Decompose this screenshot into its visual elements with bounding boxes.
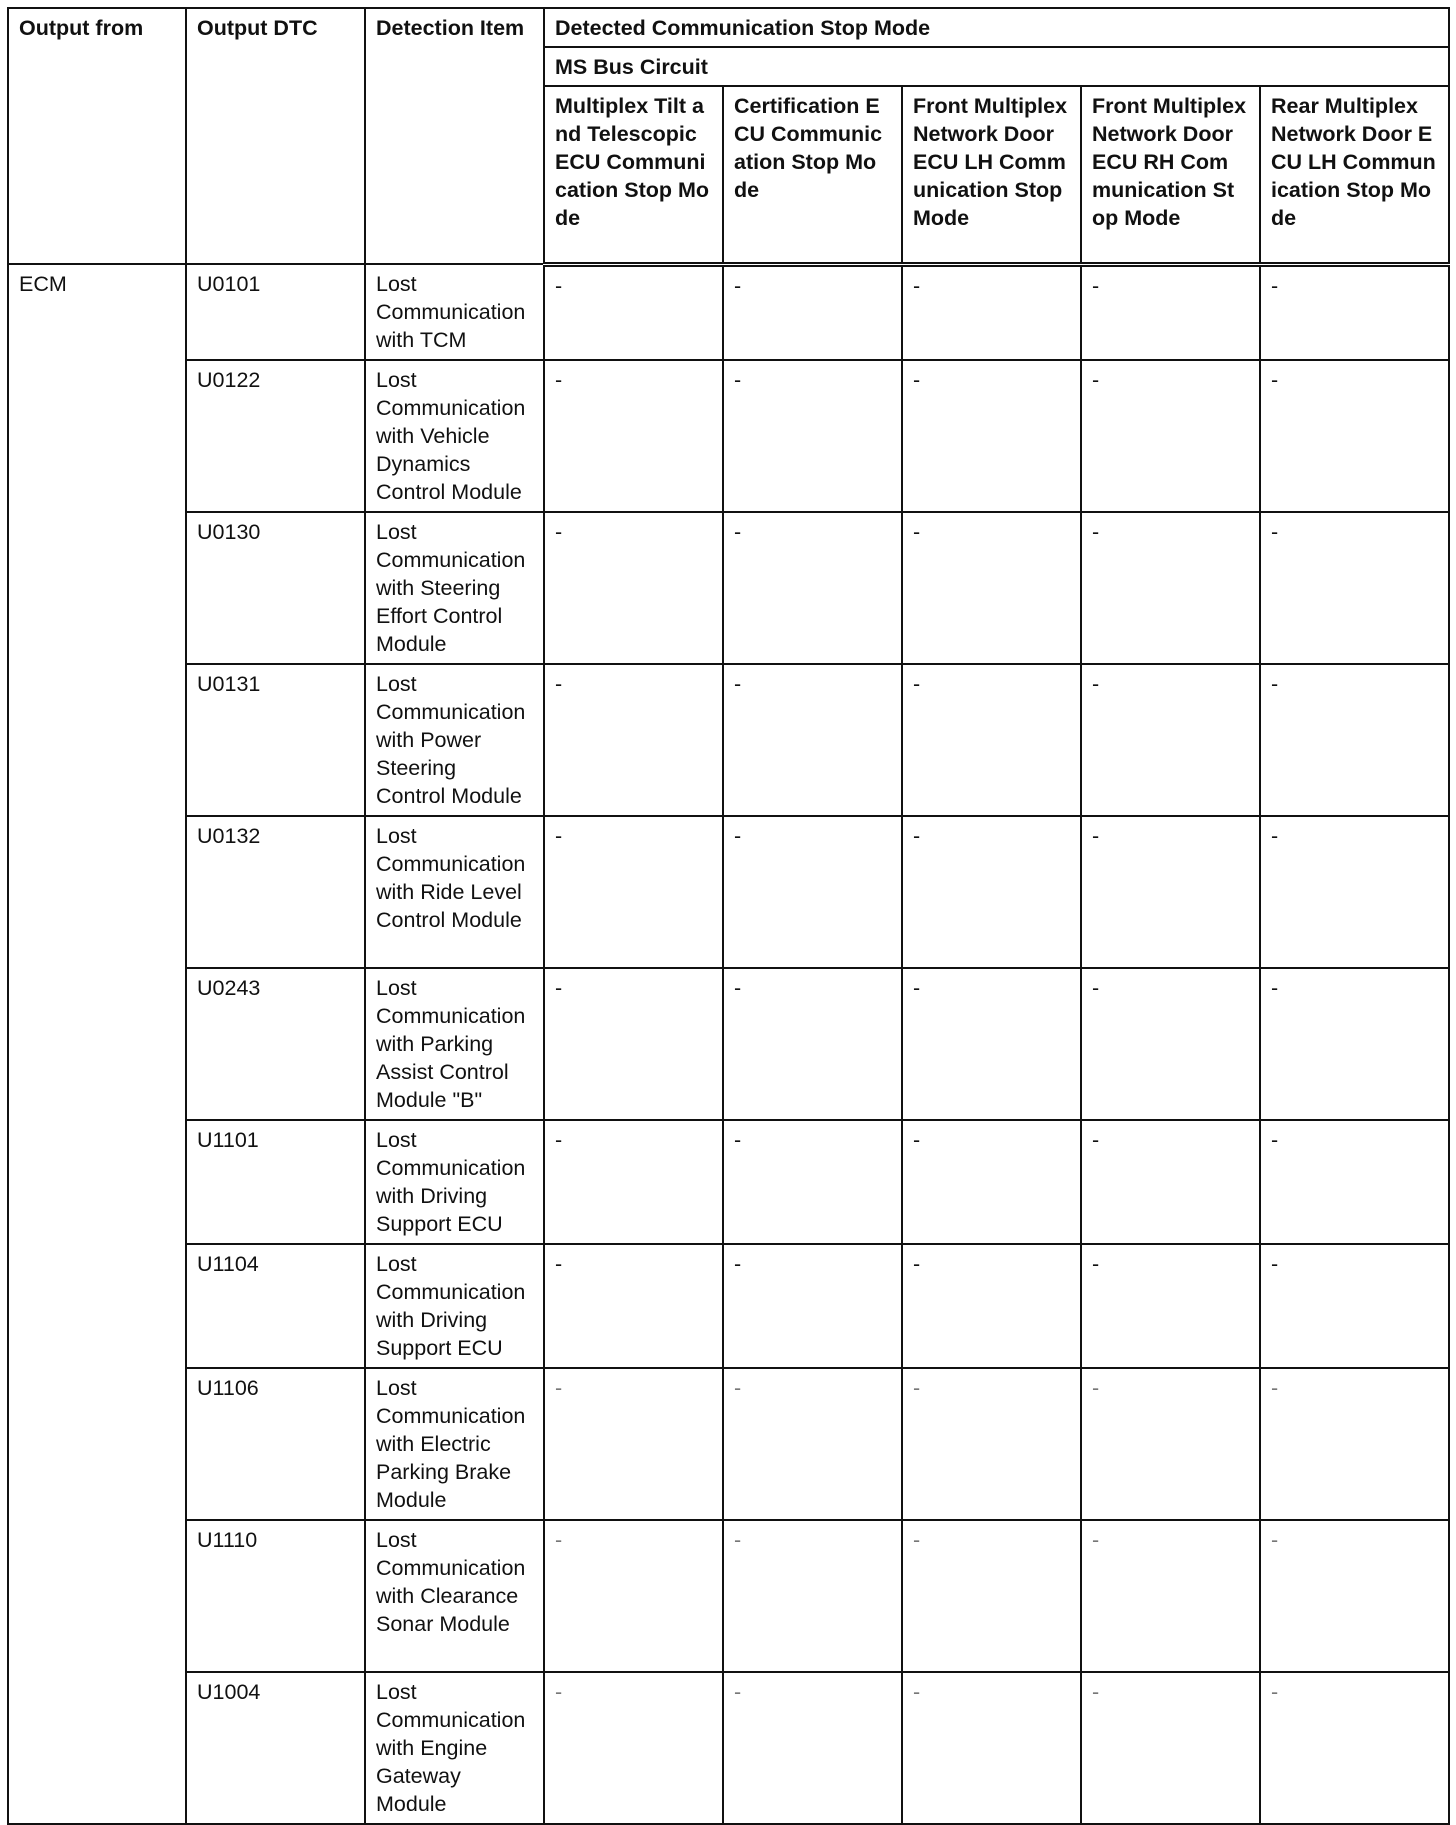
mode-value-cell: - — [902, 816, 1081, 968]
mode-value-cell: - — [723, 264, 902, 360]
header-output-dtc: Output DTC — [186, 8, 365, 264]
dtc-cell: U0122 — [186, 360, 365, 512]
mode-value-cell: - — [1081, 1244, 1260, 1368]
dtc-cell: U0131 — [186, 664, 365, 816]
dtc-cell: U1104 — [186, 1244, 365, 1368]
dtc-cell: U0130 — [186, 512, 365, 664]
mode-value-cell: - — [723, 968, 902, 1120]
detection-item-cell: Lost Communication with Steering Effort Control Module — [365, 512, 544, 664]
table-row — [8, 512, 1449, 664]
table-row — [8, 264, 1449, 360]
mode-value-cell: - — [902, 1672, 1081, 1824]
dtc-table — [7, 7, 1450, 1825]
mode-value-cell: - — [902, 360, 1081, 512]
mode-value-cell: - — [1081, 664, 1260, 816]
mode-value-cell: - — [1260, 1244, 1449, 1368]
dtc-cell: U0132 — [186, 816, 365, 968]
mode-value-cell: - — [544, 360, 723, 512]
mode-value-cell: - — [1260, 968, 1449, 1120]
header-detected-mode: Detected Communication Stop Mode — [544, 8, 1449, 47]
table-row — [8, 1520, 1449, 1672]
table-row — [8, 1368, 1449, 1520]
mode-value-cell: - — [1260, 360, 1449, 512]
detection-item-cell: Lost Communication with Driving Support ECU — [365, 1120, 544, 1244]
mode-value-cell: - — [544, 1244, 723, 1368]
dtc-cell: U0243 — [186, 968, 365, 1120]
detection-item-cell: Lost Communication with Parking Assist Control Module "B" — [365, 968, 544, 1120]
mode-value-cell: - — [723, 1672, 902, 1824]
dtc-cell: U1101 — [186, 1120, 365, 1244]
mode-value-cell: - — [723, 1244, 902, 1368]
mode-value-cell: - — [1260, 1120, 1449, 1244]
mode-value-cell: - — [1081, 512, 1260, 664]
mode-value-cell: - — [902, 664, 1081, 816]
detection-item-cell: Lost Communication with TCM — [365, 264, 544, 360]
table-row — [8, 664, 1449, 816]
table-row — [8, 1120, 1449, 1244]
mode-value-cell: - — [544, 968, 723, 1120]
mode-value-cell: - — [902, 512, 1081, 664]
table-row — [8, 1244, 1449, 1368]
mode-value-cell: - — [902, 968, 1081, 1120]
mode-value-cell: - — [902, 1520, 1081, 1672]
header-mode-3: Front Multiplex Network Door ECU LH Communication Stop Mode — [902, 86, 1081, 264]
table-row — [8, 968, 1449, 1120]
mode-value-cell: - — [1260, 264, 1449, 360]
mode-value-cell: - — [1260, 1672, 1449, 1824]
output-from-cell: ECM — [8, 264, 186, 1824]
header-detection-item: Detection Item — [365, 8, 544, 264]
mode-value-cell: - — [723, 664, 902, 816]
mode-value-cell: - — [723, 816, 902, 968]
table-row — [8, 1672, 1449, 1824]
mode-value-cell: - — [902, 1120, 1081, 1244]
header-mode-5: Rear Multiplex Network Door ECU LH Communication Stop Mode — [1260, 86, 1449, 264]
mode-value-cell: - — [723, 1368, 902, 1520]
table-row — [8, 360, 1449, 512]
dtc-cell: U0101 — [186, 264, 365, 360]
mode-value-cell: - — [902, 264, 1081, 360]
mode-value-cell: - — [544, 264, 723, 360]
mode-value-cell: - — [723, 360, 902, 512]
detection-item-cell: Lost Communication with Power Steering Control Module — [365, 664, 544, 816]
detection-item-cell: Lost Communication with Engine Gateway Module — [365, 1672, 544, 1824]
dtc-cell: U1004 — [186, 1672, 365, 1824]
mode-value-cell: - — [1260, 1520, 1449, 1672]
mode-value-cell: - — [1081, 968, 1260, 1120]
mode-value-cell: - — [1081, 1368, 1260, 1520]
detection-item-cell: Lost Communication with Electric Parking Brake Module — [365, 1368, 544, 1520]
mode-value-cell: - — [723, 1120, 902, 1244]
header-mode-4: Front Multiplex Network Door ECU RH Communication Stop Mode — [1081, 86, 1260, 264]
table-row — [8, 816, 1449, 968]
detection-item-cell: Lost Communication with Driving Support ECU — [365, 1244, 544, 1368]
table-header — [8, 8, 1449, 264]
mode-value-cell: - — [544, 1672, 723, 1824]
mode-value-cell: - — [1081, 1672, 1260, 1824]
mode-value-cell: - — [544, 1368, 723, 1520]
mode-value-cell: - — [544, 816, 723, 968]
header-bus-circuit: MS Bus Circuit — [544, 47, 1449, 86]
mode-value-cell: - — [1260, 816, 1449, 968]
mode-value-cell: - — [544, 1120, 723, 1244]
mode-value-cell: - — [723, 1520, 902, 1672]
mode-value-cell: - — [544, 512, 723, 664]
detection-item-cell: Lost Communication with Vehicle Dynamics Control Module — [365, 360, 544, 512]
mode-value-cell: - — [1260, 1368, 1449, 1520]
header-mode-1: Multiplex Tilt and Telescopic ECU Communication Stop Mode — [544, 86, 723, 264]
mode-value-cell: - — [1081, 816, 1260, 968]
dtc-table-container — [7, 7, 1448, 1825]
mode-value-cell: - — [544, 1520, 723, 1672]
mode-value-cell: - — [1260, 512, 1449, 664]
header-mode-2: Certification ECU Communication Stop Mode — [723, 86, 902, 264]
mode-value-cell: - — [1081, 1520, 1260, 1672]
mode-value-cell: - — [1081, 264, 1260, 360]
table-body — [8, 264, 1449, 1824]
mode-value-cell: - — [544, 664, 723, 816]
detection-item-cell: Lost Communication with Ride Level Control Module — [365, 816, 544, 968]
header-output-from: Output from — [8, 8, 186, 264]
mode-value-cell: - — [1260, 664, 1449, 816]
dtc-cell: U1106 — [186, 1368, 365, 1520]
mode-value-cell: - — [1081, 1120, 1260, 1244]
mode-value-cell: - — [1081, 360, 1260, 512]
mode-value-cell: - — [902, 1244, 1081, 1368]
mode-value-cell: - — [902, 1368, 1081, 1520]
mode-value-cell: - — [723, 512, 902, 664]
dtc-cell: U1110 — [186, 1520, 365, 1672]
detection-item-cell: Lost Communication with Clearance Sonar Module — [365, 1520, 544, 1672]
